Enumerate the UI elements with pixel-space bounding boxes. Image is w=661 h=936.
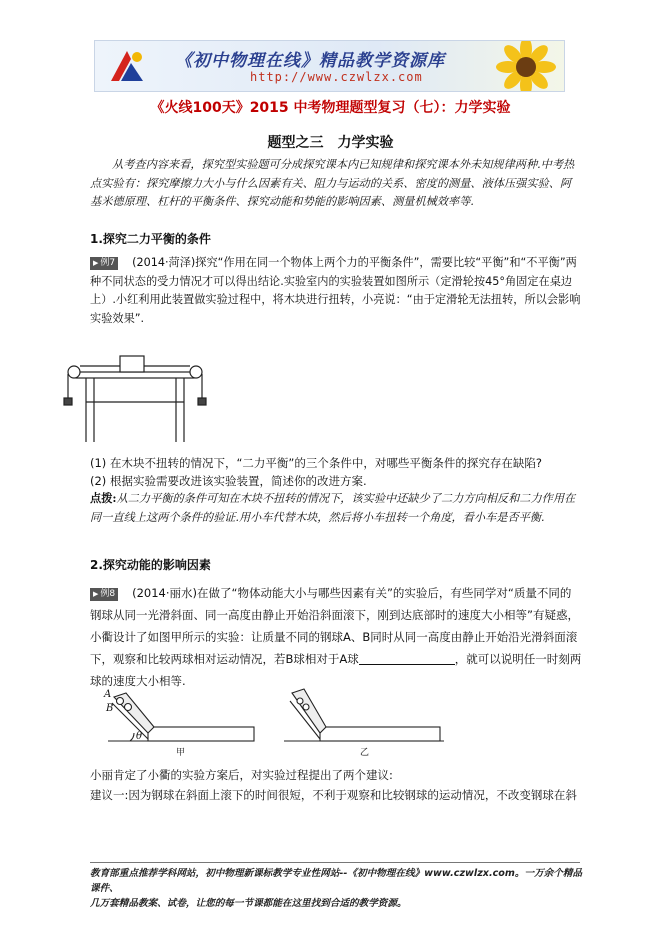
ball-b-label: B: [106, 703, 114, 714]
example8-paragraph: [90, 582, 582, 692]
header-banner: [94, 40, 565, 92]
question2: (2) 根据实验需要改进该实验装置，简述你的改进方案.: [90, 474, 367, 488]
footer-divider: [90, 862, 580, 863]
analysis-label: 点拨:: [90, 491, 117, 505]
answer-blank-2[interactable]: [373, 652, 455, 665]
section-title: 题型之三 力学实验: [267, 135, 394, 151]
ball-a-label: A: [104, 689, 112, 700]
figure-b-label: 乙: [360, 748, 370, 758]
question1: (1) 在木块不扭转的情况下，“二力平衡”的三个条件中，对哪些平衡条件的探究存在缺陷?: [90, 456, 542, 470]
footer-text: [90, 866, 585, 911]
example8-text-b: ，就可以说明任一时刻两球的速度大小相等.: [90, 652, 582, 688]
answer-blank-1[interactable]: [359, 652, 373, 665]
after-figure-text: 小丽肯定了小衢的实验方案后，对实验过程提出了两个建议:: [90, 768, 393, 782]
section2-heading: 2.探究动能的影响因素: [90, 558, 211, 572]
example7-paragraph: [90, 254, 582, 328]
section1-heading: 1.探究二力平衡的条件: [90, 232, 211, 246]
incline-experiment-figure: [100, 683, 450, 759]
figure-a-label: 甲: [176, 748, 186, 758]
example7-text: (2014·菏泽)探究“作用在同一个物体上两个力的平衡条件”，需要比较“平衡”和“不平衡”两种不同状态的受力情况才可以得出结论.实验室内的实验装置如图所示（定滑轮按45°角固定在桌边上）.小红利用此装置做实验过程中，将木块进行扭转，小亮说：“由于定滑轮无法扭转，所以会影响实验效果”.: [90, 256, 581, 325]
footer-line-1: 教育部重点推荐学科网站，初中物理新课标教学专业性网站--《初中物理在线》www.czwlzx.com。一万余个精品课件、: [90, 868, 583, 894]
example8-tag: ▶ 例8: [90, 588, 118, 601]
site-logo-icon: [107, 47, 147, 87]
example8-text-a: (2014·丽水)在做了“物体动能大小与哪些因素有关”的实验后，有些同学对“质量不同的钢球从同一光滑斜面、同一高度由静止开始沿斜面滚下，刚到达底部时的速度大小相等”有疑惑，小衢设计了如图甲所示的实验：让质量不同的钢球A、B同时从同一高度由静止开始沿光滑斜面滚下，观察和比较两球相对运动情况，若B球相对于A球: [90, 586, 579, 666]
analysis-paragraph: [90, 489, 582, 527]
analysis-text: 从二力平衡的条件可知在木块不扭转的情况下，该实验中还缺少了二力方向相反和二力作用在同一直线上这两个条件的验证.用小车代替木块，然后将小车扭转一个角度，看小车是否平衡.: [90, 492, 576, 524]
page-title: 《火线100天》2015 中考物理题型复习（七）：力学实验: [150, 100, 511, 116]
angle-label: θ: [136, 731, 143, 742]
example7-tag: ▶ 例7: [90, 257, 118, 270]
balance-apparatus-figure: [60, 352, 210, 444]
sunflower-icon: [494, 40, 558, 92]
banner-title: 《初中物理在线》精品教学资源库: [175, 51, 445, 71]
banner-url[interactable]: http://www.czwlzx.com: [250, 70, 423, 84]
suggestion1-text: 建议一:因为钢球在斜面上滚下的时间很短，不利于观察和比较钢球的运动情况，不改变钢球在斜: [90, 788, 577, 802]
intro-paragraph: 从考查内容来看，探究型实验题可分成探究课本内已知规律和探究课本外未知规律两种.中考热点实验有：探究摩擦力大小与什么因素有关、阻力与运动的关系、密度的测量、液体压强实验、阿基米德原理、杠杆的平衡条件、探究动能和势能的影响因素、测量机械效率等.: [90, 158, 575, 209]
footer-line-2: 几万套精品教案、试卷，让您的每一节课都能在这里找到合适的教学资源。: [90, 898, 407, 909]
